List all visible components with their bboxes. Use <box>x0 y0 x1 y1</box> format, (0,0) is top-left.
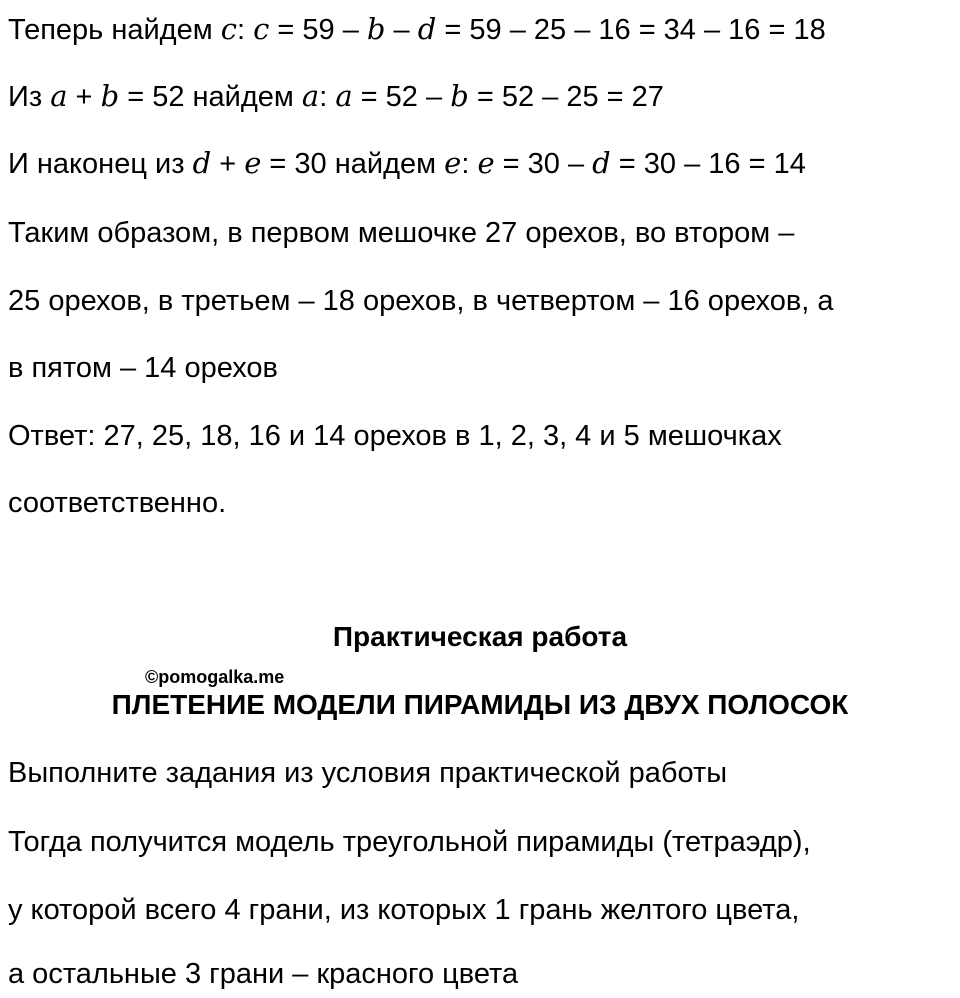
text-fragment: – <box>385 14 418 46</box>
math-var: d <box>417 12 437 46</box>
text-fragment: = 52 – 25 = 27 <box>468 81 664 113</box>
math-var: e <box>477 146 495 180</box>
text-fragment: = 52 найдем <box>119 81 302 113</box>
section-title: Практическая работа <box>332 621 628 652</box>
math-var: c <box>253 12 270 46</box>
solution-line-2 <box>8 79 664 114</box>
math-var: d <box>592 146 611 180</box>
text-fragment: : <box>461 148 478 180</box>
practical-line-2: Тогда получится модель треугольной пирамиды (тетраэдр), <box>8 826 811 858</box>
math-var: a <box>301 79 320 113</box>
text-fragment: Из <box>8 81 51 113</box>
answer-line-1: Ответ: 27, 25, 18, 16 и 14 орехов в 1, 2, 3, 4 и 5 мешочках <box>8 420 782 452</box>
practical-line-1: Выполните задания из условия практической работы <box>8 757 728 789</box>
work-title: ПЛЕТЕНИЕ МОДЕЛИ ПИРАМИДЫ ИЗ ДВУХ ПОЛОСОК <box>111 689 849 720</box>
text-fragment: = 30 найдем <box>261 148 445 180</box>
text-fragment: + <box>67 81 101 113</box>
math-var: a <box>50 79 68 113</box>
math-var: d <box>192 146 212 180</box>
practical-line-4: а остальные 3 грани – красного цвета <box>8 958 519 990</box>
solution-line-3 <box>8 146 806 181</box>
solution-line-6: в пятом – 14 орехов <box>8 352 278 384</box>
solution-line-4: Таким образом, в первом мешочке 27 орехов, во втором – <box>8 217 795 249</box>
math-var: e <box>244 146 262 180</box>
text-fragment: Теперь найдем <box>8 14 221 46</box>
solution-line-5: 25 орехов, в третьем – 18 орехов, в четвертом – 16 орехов, а <box>8 285 834 317</box>
text-fragment: = 59 – 25 – 16 = 34 – 16 = 18 <box>436 14 826 46</box>
text-fragment: = 30 – <box>494 148 593 180</box>
math-var: b <box>366 12 386 46</box>
text-fragment: + <box>211 148 245 180</box>
math-var: b <box>450 79 469 113</box>
text-fragment: = 52 – <box>352 81 451 113</box>
watermark: ©pomogalka.me <box>145 667 285 687</box>
math-var: e <box>444 146 462 180</box>
practical-line-3: у которой всего 4 грани, из которых 1 грань желтого цвета, <box>8 894 800 926</box>
text-fragment: И наконец из <box>8 148 193 180</box>
solution-line-1 <box>8 12 826 47</box>
math-var: b <box>100 79 120 113</box>
text-fragment: : <box>319 81 336 113</box>
text-fragment: = 30 – 16 = 14 <box>610 148 806 180</box>
text-fragment: = 59 – <box>269 14 367 46</box>
math-var: c <box>220 12 237 46</box>
math-var: a <box>335 79 353 113</box>
answer-line-2: соответственно. <box>8 487 227 519</box>
text-fragment: : <box>236 14 254 46</box>
